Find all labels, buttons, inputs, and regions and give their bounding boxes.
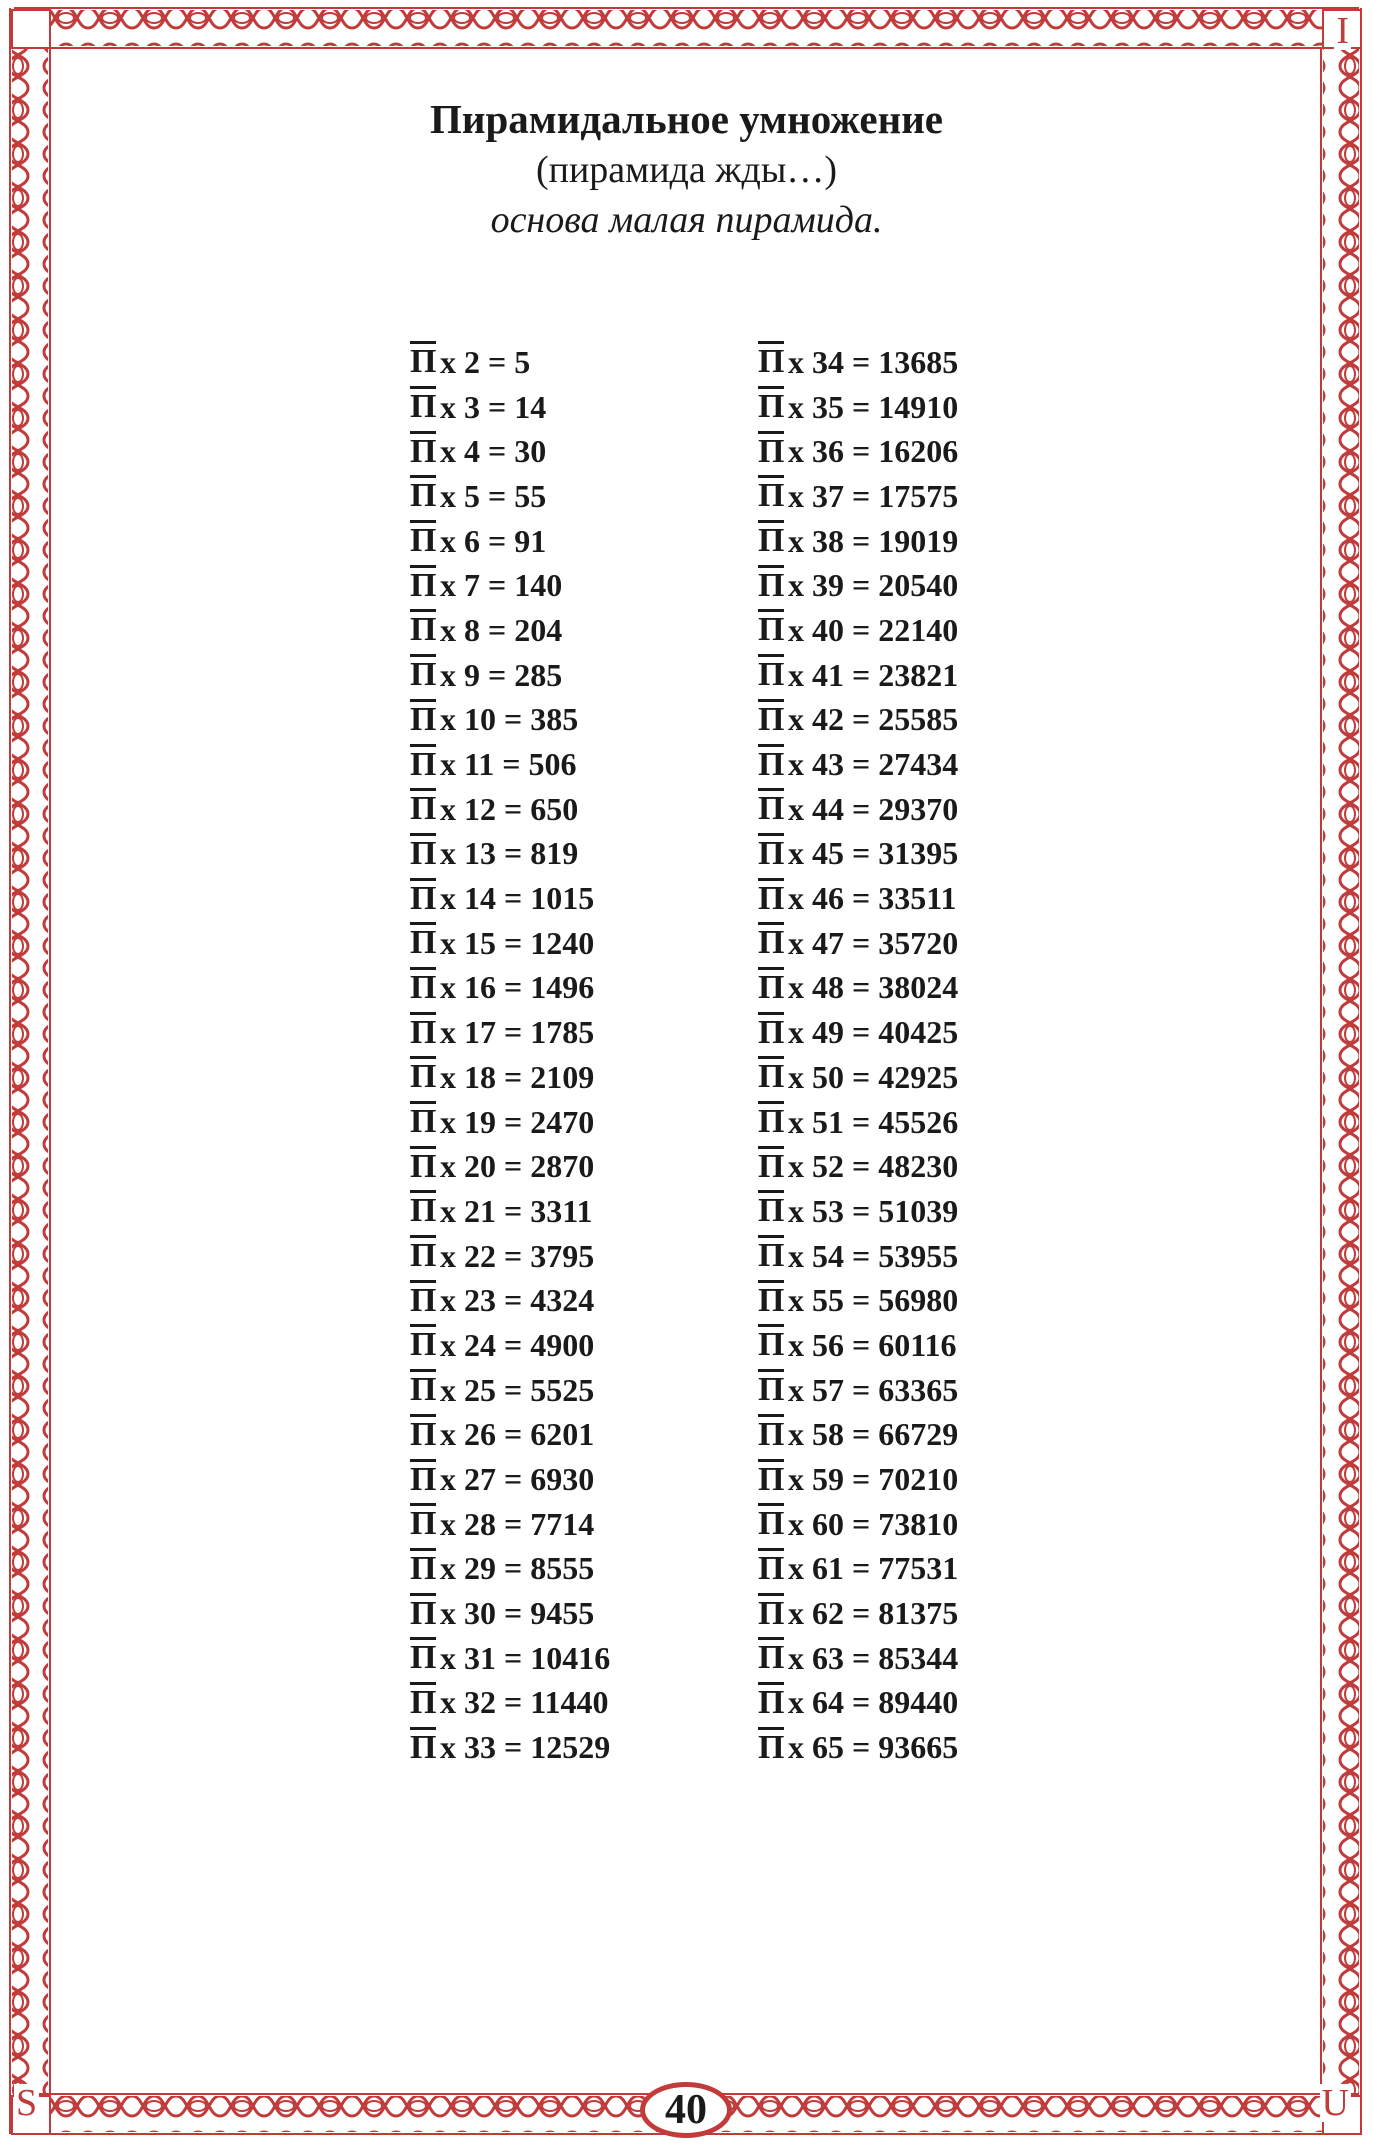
row-expression: x 47 = 35720 — [788, 924, 959, 961]
table-row — [758, 1055, 1106, 1100]
table-row — [410, 519, 758, 564]
row-expression: x 26 = 6201 — [440, 1416, 595, 1453]
row-expression: x 43 = 27434 — [788, 746, 959, 783]
table-row — [758, 1636, 1106, 1681]
row-expression: x 24 = 4900 — [440, 1326, 595, 1363]
table-row — [410, 1189, 758, 1234]
pyramid-symbol: П — [758, 1415, 785, 1453]
row-expression: x 37 = 17575 — [788, 477, 959, 514]
pyramid-symbol: П — [758, 1237, 785, 1275]
row-expression: x 63 = 85344 — [788, 1639, 959, 1676]
table-row — [758, 1100, 1106, 1145]
pyramid-symbol: П — [410, 1326, 437, 1364]
table-row — [758, 1547, 1106, 1592]
row-expression: x 11 = 506 — [440, 746, 577, 783]
pyramid-symbol: П — [410, 522, 437, 560]
pyramid-symbol: П — [758, 656, 785, 694]
table-row — [410, 653, 758, 698]
pyramid-symbol: П — [758, 1281, 785, 1319]
table-row — [758, 1144, 1106, 1189]
table-row — [410, 608, 758, 653]
row-expression: x 39 = 20540 — [788, 567, 959, 604]
pyramid-symbol: П — [758, 522, 785, 560]
table-row — [410, 385, 758, 430]
row-expression: x 12 = 650 — [440, 790, 579, 827]
table-row — [410, 1591, 758, 1636]
table-row — [410, 1278, 758, 1323]
row-expression: x 58 = 66729 — [788, 1416, 959, 1453]
table-row — [410, 1725, 758, 1770]
row-expression: x 22 = 3795 — [440, 1237, 595, 1274]
pyramid-symbol: П — [410, 656, 437, 694]
pyramid-symbol: П — [758, 790, 785, 828]
row-expression: x 16 = 1496 — [440, 969, 595, 1006]
pyramid-symbol: П — [410, 388, 437, 426]
pyramid-symbol: П — [410, 1549, 437, 1587]
table-row — [410, 1368, 758, 1413]
pyramid-symbol: П — [758, 432, 785, 470]
table-row — [410, 832, 758, 877]
table-row — [410, 698, 758, 743]
row-expression: x 27 = 6930 — [440, 1461, 595, 1498]
row-expression: x 51 = 45526 — [788, 1103, 959, 1140]
pyramid-symbol: П — [410, 1683, 437, 1721]
row-expression: x 2 = 5 — [440, 343, 531, 380]
pyramid-symbol: П — [410, 566, 437, 604]
table-row — [758, 1591, 1106, 1636]
table-row — [758, 1725, 1106, 1770]
row-expression: x 40 = 22140 — [788, 611, 959, 648]
row-expression: x 7 = 140 — [440, 567, 563, 604]
row-expression: x 44 = 29370 — [788, 790, 959, 827]
row-expression: x 4 = 30 — [440, 433, 547, 470]
page-header — [0, 95, 1373, 243]
pyramid-symbol: П — [410, 1103, 437, 1141]
page-title: Пирамидальное умножение — [429, 96, 944, 142]
right-column — [758, 340, 1106, 1770]
row-expression: x 50 = 42925 — [788, 1058, 959, 1095]
table-row — [410, 876, 758, 921]
pyramid-symbol: П — [758, 611, 785, 649]
row-expression: x 55 = 56980 — [788, 1282, 959, 1319]
pyramid-symbol: П — [410, 1237, 437, 1275]
row-expression: x 29 = 8555 — [440, 1550, 595, 1587]
table-row — [758, 519, 1106, 564]
corner-letter-bottom-right: U — [1321, 2082, 1349, 2124]
table-row — [758, 608, 1106, 653]
row-expression: x 5 = 55 — [440, 477, 547, 514]
row-expression: x 8 = 204 — [440, 611, 563, 648]
table-row — [410, 563, 758, 608]
table-row — [410, 1010, 758, 1055]
pyramid-symbol: П — [410, 790, 437, 828]
table-row — [758, 1278, 1106, 1323]
table-row — [758, 1502, 1106, 1547]
table-row — [758, 563, 1106, 608]
page-number-badge — [640, 2082, 732, 2138]
table-row — [758, 1323, 1106, 1368]
pyramid-symbol: П — [758, 1505, 785, 1543]
corner-letter-top-right: I — [1336, 10, 1349, 52]
pyramid-symbol: П — [758, 343, 785, 381]
pyramid-symbol: П — [410, 924, 437, 962]
row-expression: x 10 = 385 — [440, 701, 579, 738]
row-expression: x 33 = 12529 — [440, 1729, 611, 1766]
row-expression: x 25 = 5525 — [440, 1371, 595, 1408]
pyramid-symbol: П — [758, 1326, 785, 1364]
table-row — [758, 1681, 1106, 1726]
pyramid-symbol: П — [758, 1192, 785, 1230]
table-row — [758, 385, 1106, 430]
table-row — [410, 1234, 758, 1279]
row-expression: x 45 = 31395 — [788, 835, 959, 872]
row-expression: x 35 = 14910 — [788, 388, 959, 425]
table-row — [758, 742, 1106, 787]
row-expression: x 46 = 33511 — [788, 880, 957, 917]
row-expression: x 21 = 3311 — [440, 1192, 593, 1229]
row-expression: x 41 = 23821 — [788, 656, 959, 693]
pyramid-symbol: П — [410, 879, 437, 917]
table-row — [410, 1547, 758, 1592]
table-row — [410, 474, 758, 519]
pyramid-symbol: П — [758, 1013, 785, 1051]
row-expression: x 19 = 2470 — [440, 1103, 595, 1140]
table-row — [410, 966, 758, 1011]
row-expression: x 36 = 16206 — [788, 433, 959, 470]
table-row — [410, 340, 758, 385]
row-expression: x 59 = 70210 — [788, 1461, 959, 1498]
page-subtitle: (пирамида жды…) — [535, 149, 838, 192]
table-row — [758, 832, 1106, 877]
pyramid-symbol: П — [758, 1594, 785, 1632]
table-row — [410, 1636, 758, 1681]
table-row — [758, 787, 1106, 832]
row-expression: x 15 = 1240 — [440, 924, 595, 961]
pyramid-symbol: П — [410, 700, 437, 738]
pyramid-symbol: П — [410, 1728, 437, 1766]
table-row — [758, 1413, 1106, 1458]
pyramid-symbol: П — [758, 834, 785, 872]
row-expression: x 28 = 7714 — [440, 1505, 595, 1542]
row-expression: x 34 = 13685 — [788, 343, 959, 380]
table-row — [758, 1457, 1106, 1502]
pyramid-symbol: П — [410, 1594, 437, 1632]
pyramid-symbol: П — [758, 879, 785, 917]
pyramid-symbol: П — [410, 1192, 437, 1230]
table-row — [410, 1502, 758, 1547]
row-expression: x 3 = 14 — [440, 388, 547, 425]
table-row — [758, 474, 1106, 519]
pyramid-symbol: П — [758, 1371, 785, 1409]
pyramid-symbol: П — [758, 1639, 785, 1677]
table-row — [758, 653, 1106, 698]
pyramid-symbol: П — [410, 1460, 437, 1498]
row-expression: x 14 = 1015 — [440, 880, 595, 917]
pyramid-symbol: П — [410, 1013, 437, 1051]
table-row — [410, 1457, 758, 1502]
row-expression: x 56 = 60116 — [788, 1326, 957, 1363]
table-row — [410, 1323, 758, 1368]
pyramid-symbol: П — [410, 745, 437, 783]
table-row — [758, 429, 1106, 474]
pyramid-symbol: П — [758, 477, 785, 515]
pyramid-symbol: П — [410, 343, 437, 381]
table-row — [758, 921, 1106, 966]
table-row — [410, 1144, 758, 1189]
row-expression: x 54 = 53955 — [788, 1237, 959, 1274]
pyramid-symbol: П — [410, 1147, 437, 1185]
pyramid-symbol: П — [410, 1281, 437, 1319]
left-column — [410, 340, 758, 1770]
row-expression: x 62 = 81375 — [788, 1595, 959, 1632]
row-expression: x 17 = 1785 — [440, 1014, 595, 1051]
row-expression: x 32 = 11440 — [440, 1684, 609, 1721]
pyramid-symbol: П — [758, 388, 785, 426]
table-row — [758, 340, 1106, 385]
row-expression: x 57 = 63365 — [788, 1371, 959, 1408]
corner-letter-bottom-left: S — [16, 2082, 38, 2124]
row-expression: x 60 = 73810 — [788, 1505, 959, 1542]
pyramid-symbol: П — [410, 611, 437, 649]
pyramid-symbol: П — [758, 1103, 785, 1141]
table-row — [410, 921, 758, 966]
page-number: 40 — [665, 2087, 707, 2133]
multiplication-table — [410, 340, 1106, 1770]
pyramid-symbol: П — [758, 968, 785, 1006]
pyramid-symbol: П — [758, 1728, 785, 1766]
pyramid-symbol: П — [758, 745, 785, 783]
pyramid-symbol: П — [410, 432, 437, 470]
table-row — [758, 698, 1106, 743]
pyramid-symbol: П — [758, 1549, 785, 1587]
pyramid-symbol: П — [758, 1460, 785, 1498]
row-expression: x 42 = 25585 — [788, 701, 959, 738]
row-expression: x 18 = 2109 — [440, 1058, 595, 1095]
row-expression: x 64 = 89440 — [788, 1684, 959, 1721]
row-expression: x 53 = 51039 — [788, 1192, 959, 1229]
row-expression: x 9 = 285 — [440, 656, 563, 693]
pyramid-symbol: П — [758, 700, 785, 738]
pyramid-symbol: П — [410, 477, 437, 515]
row-expression: x 6 = 91 — [440, 522, 547, 559]
table-row — [758, 1189, 1106, 1234]
pyramid-symbol: П — [410, 834, 437, 872]
pyramid-symbol: П — [758, 1147, 785, 1185]
table-row — [758, 876, 1106, 921]
row-expression: x 48 = 38024 — [788, 969, 959, 1006]
table-row — [410, 787, 758, 832]
pyramid-symbol: П — [410, 1058, 437, 1096]
table-row — [410, 1413, 758, 1458]
row-expression: x 30 = 9455 — [440, 1595, 595, 1632]
table-row — [758, 1010, 1106, 1055]
table-row — [758, 966, 1106, 1011]
pyramid-symbol: П — [758, 1683, 785, 1721]
pyramid-symbol: П — [758, 1058, 785, 1096]
table-row — [410, 1055, 758, 1100]
pyramid-symbol: П — [410, 1371, 437, 1409]
row-expression: x 23 = 4324 — [440, 1282, 595, 1319]
table-row — [410, 1100, 758, 1145]
pyramid-symbol: П — [758, 924, 785, 962]
pyramid-symbol: П — [410, 1639, 437, 1677]
page-note: основа малая пирамида. — [490, 198, 883, 241]
row-expression: x 38 = 19019 — [788, 522, 959, 559]
pyramid-symbol: П — [410, 1505, 437, 1543]
row-expression: x 49 = 40425 — [788, 1014, 959, 1051]
table-row — [410, 742, 758, 787]
pyramid-symbol: П — [410, 1415, 437, 1453]
pyramid-symbol: П — [410, 968, 437, 1006]
row-expression: x 65 = 93665 — [788, 1729, 959, 1766]
pyramid-symbol: П — [758, 566, 785, 604]
row-expression: x 31 = 10416 — [440, 1639, 611, 1676]
row-expression: x 52 = 48230 — [788, 1148, 959, 1185]
row-expression: x 13 = 819 — [440, 835, 579, 872]
row-expression: x 20 = 2870 — [440, 1148, 595, 1185]
table-row — [758, 1368, 1106, 1413]
table-row — [410, 429, 758, 474]
row-expression: x 61 = 77531 — [788, 1550, 959, 1587]
table-row — [410, 1681, 758, 1726]
table-row — [758, 1234, 1106, 1279]
